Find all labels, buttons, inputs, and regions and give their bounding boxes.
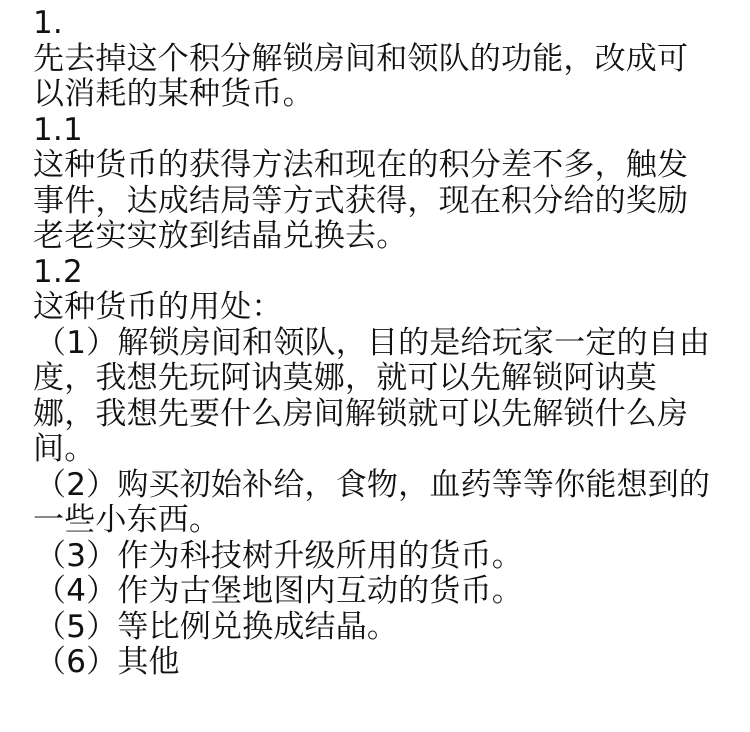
section-heading-1: 1. [33, 6, 63, 41]
paragraph-line: 老老实实放到结晶兑换去。 [33, 219, 408, 254]
paragraph-line: 先去掉这个积分解锁房间和领队的功能，改成可 [33, 41, 689, 77]
list-item-1-continued: 度，我想先玩阿讷莫娜，就可以先解锁阿讷莫 [33, 361, 657, 396]
list-item-5: （5）等比例兑换成结晶。 [35, 609, 399, 645]
list-item-2-continued: 一些小东西。 [33, 503, 221, 538]
list-item-3: （3）作为科技树升级所用的货币。 [35, 538, 523, 574]
list-item-1: （1）解锁房间和领队，目的是给玩家一定的自由 [35, 325, 711, 361]
list-item-2: （2）购买初始补给，食物，血药等等你能想到的 [35, 467, 711, 503]
paragraph-line: 以消耗的某种货币。 [33, 77, 314, 112]
section-heading-1-2: 1.2 [33, 254, 83, 290]
paragraph-line: 这种货币的获得方法和现在的积分差不多，触发 [33, 148, 689, 183]
section-heading-1-1: 1.1 [33, 112, 83, 148]
paragraph-line: 这种货币的用处： [33, 290, 283, 325]
list-item-1-continued: 娜，我想先要什么房间解锁就可以先解锁什么房 [33, 396, 689, 432]
list-item-6: （6）其他 [35, 645, 180, 680]
list-item-4: （4）作为古堡地图内互动的货币。 [35, 574, 523, 609]
paragraph-line: 事件，达成结局等方式获得，现在积分给的奖励 [33, 183, 689, 219]
list-item-1-continued: 间。 [33, 432, 96, 467]
